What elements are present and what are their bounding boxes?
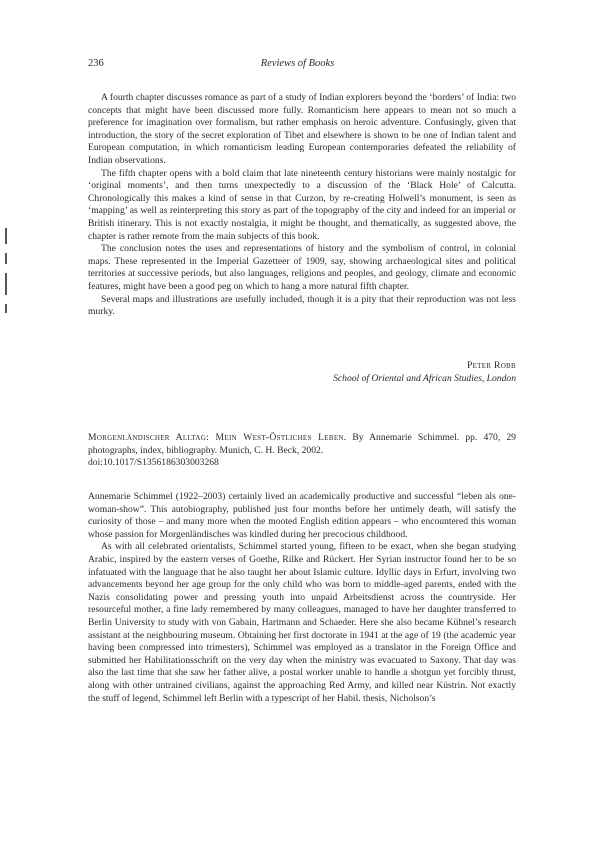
citation-details: . By Annemarie Schimmel. pp. 470, 29 photographs, index, bibliography. Munich, C. H. Beck, 2002.	[88, 432, 516, 456]
margin-mark	[5, 228, 7, 244]
review-1-signature	[333, 360, 516, 385]
book-citation	[88, 432, 516, 470]
review-2-paragraph: Annemarie Schimmel (1922–2003) certainly lived an academically productive and successful “leben als one-woman-show”. This autobiography, published just four months before her untimely death, will satisfy the curiosity of those – and many more when the mooted English edition appears – who encountered this woman whose passion for Morgenländisches was kindled during her precocious childhood.	[88, 491, 516, 540]
review-2-paragraph: As with all celebrated orientalists, Schimmel started young, fifteen to be exact, when she began studying Arabic, inspired by the eastern verses of Goethe, Rilke and Rückert. Her Syrian instructor found her to be so infatuated with the language that he also taught her about Islamic culture. Idyllic days in Erfurt, involving two advancements beyond her age group for the only child who was born to middle-aged parents, ended with the Nazis consolidating power and pressing youth into unpaid Arbeitsdienst across the countryside. Her resourceful mother, a fine lady remembered by many colleagues, managed to have her daughter transferred to Berlin University to study with von Gabain, Hartmann and Schaeder. Here she also became Kühnel’s research assistant at the neighbouring museum. Obtaining her first doctorate in 1941 at the age of 19 (the academic year having been compressed into trimesters), Schimmel was employed as a translator in the Foreign Office and submitted her Habilitationsschrift on the very day when the ministry was evacuated to Saxony. That day was also the last time that she saw her father alive, a postal worker unable to handle a shotgun yet forcibly thrust, along with other untrained civilians, against the approaching Red Army, and killed near Küstrin. Not exactly the stuff of legend, Schimmel left Berlin with a typescript of her Habil. thesis, Nicholson’s	[88, 541, 516, 704]
review-1-paragraph: A fourth chapter discusses romance as part of a study of Indian explorers beyond the ‘borders’ of India: two concepts that might have been discussed more fully. Romanticism here appears to mean not so much a preference for imagination over formalism, but rather emphasis on heroic adventure. Confusingly, given that introduction, the story of the secret exploration of Tibet and elsewhere is shown to be one of Indian talent and European computation, in which romanticism leading European contemporaries defeated the reliability of Indian observations.	[88, 92, 516, 166]
review-2-body	[88, 491, 516, 705]
book-title: Morgenländischer Alltag: Mein West-Östliches Leben	[88, 432, 344, 443]
margin-mark	[5, 253, 7, 264]
review-1-paragraph: Several maps and illustrations are usefully included, though it is a pity that their reproduction was not less murky.	[88, 293, 516, 318]
review-1-paragraph: The conclusion notes the uses and representations of history and the symbolism of control, in colonial maps. These represented in the Imperial Gazetteer of 1909, say, showing archaeological sites and political territories at successive periods, but also languages, religions and peoples, and geology, climate and economic features, might have been a good peg on which to hang a more natural fifth chapter.	[88, 243, 516, 292]
margin-mark	[5, 304, 7, 313]
review-1-body	[88, 92, 516, 319]
page-number: 236	[88, 58, 104, 69]
margin-mark	[5, 273, 7, 295]
review-1-paragraph: The fifth chapter opens with a bold claim that late nineteenth century historians were mainly nostalgic for ‘original moments’, and then turns unexpectedly to a discussion of the ‘Black Hole’ of Calcutta. Chronologically this makes a kind of sense in that Curzon, by re-creating Holwell’s monument, is seen as ‘mapping’ as well as reinterpreting this story as part of the topography of the city and indeed for an imperial or British itinerary. This is not exactly nostalgia, it might be thought, and thematically, as suggested above, the chapter is rather remote from the main subjects of this book.	[88, 167, 516, 242]
reviewer-affiliation: School of Oriental and African Studies, London	[333, 372, 516, 384]
doi: doi:10.1017/S1356186303003268	[88, 457, 219, 469]
running-head: Reviews of Books	[260, 58, 335, 69]
reviewer-name: Peter Robb	[466, 360, 516, 371]
margin-marks	[5, 228, 8, 322]
